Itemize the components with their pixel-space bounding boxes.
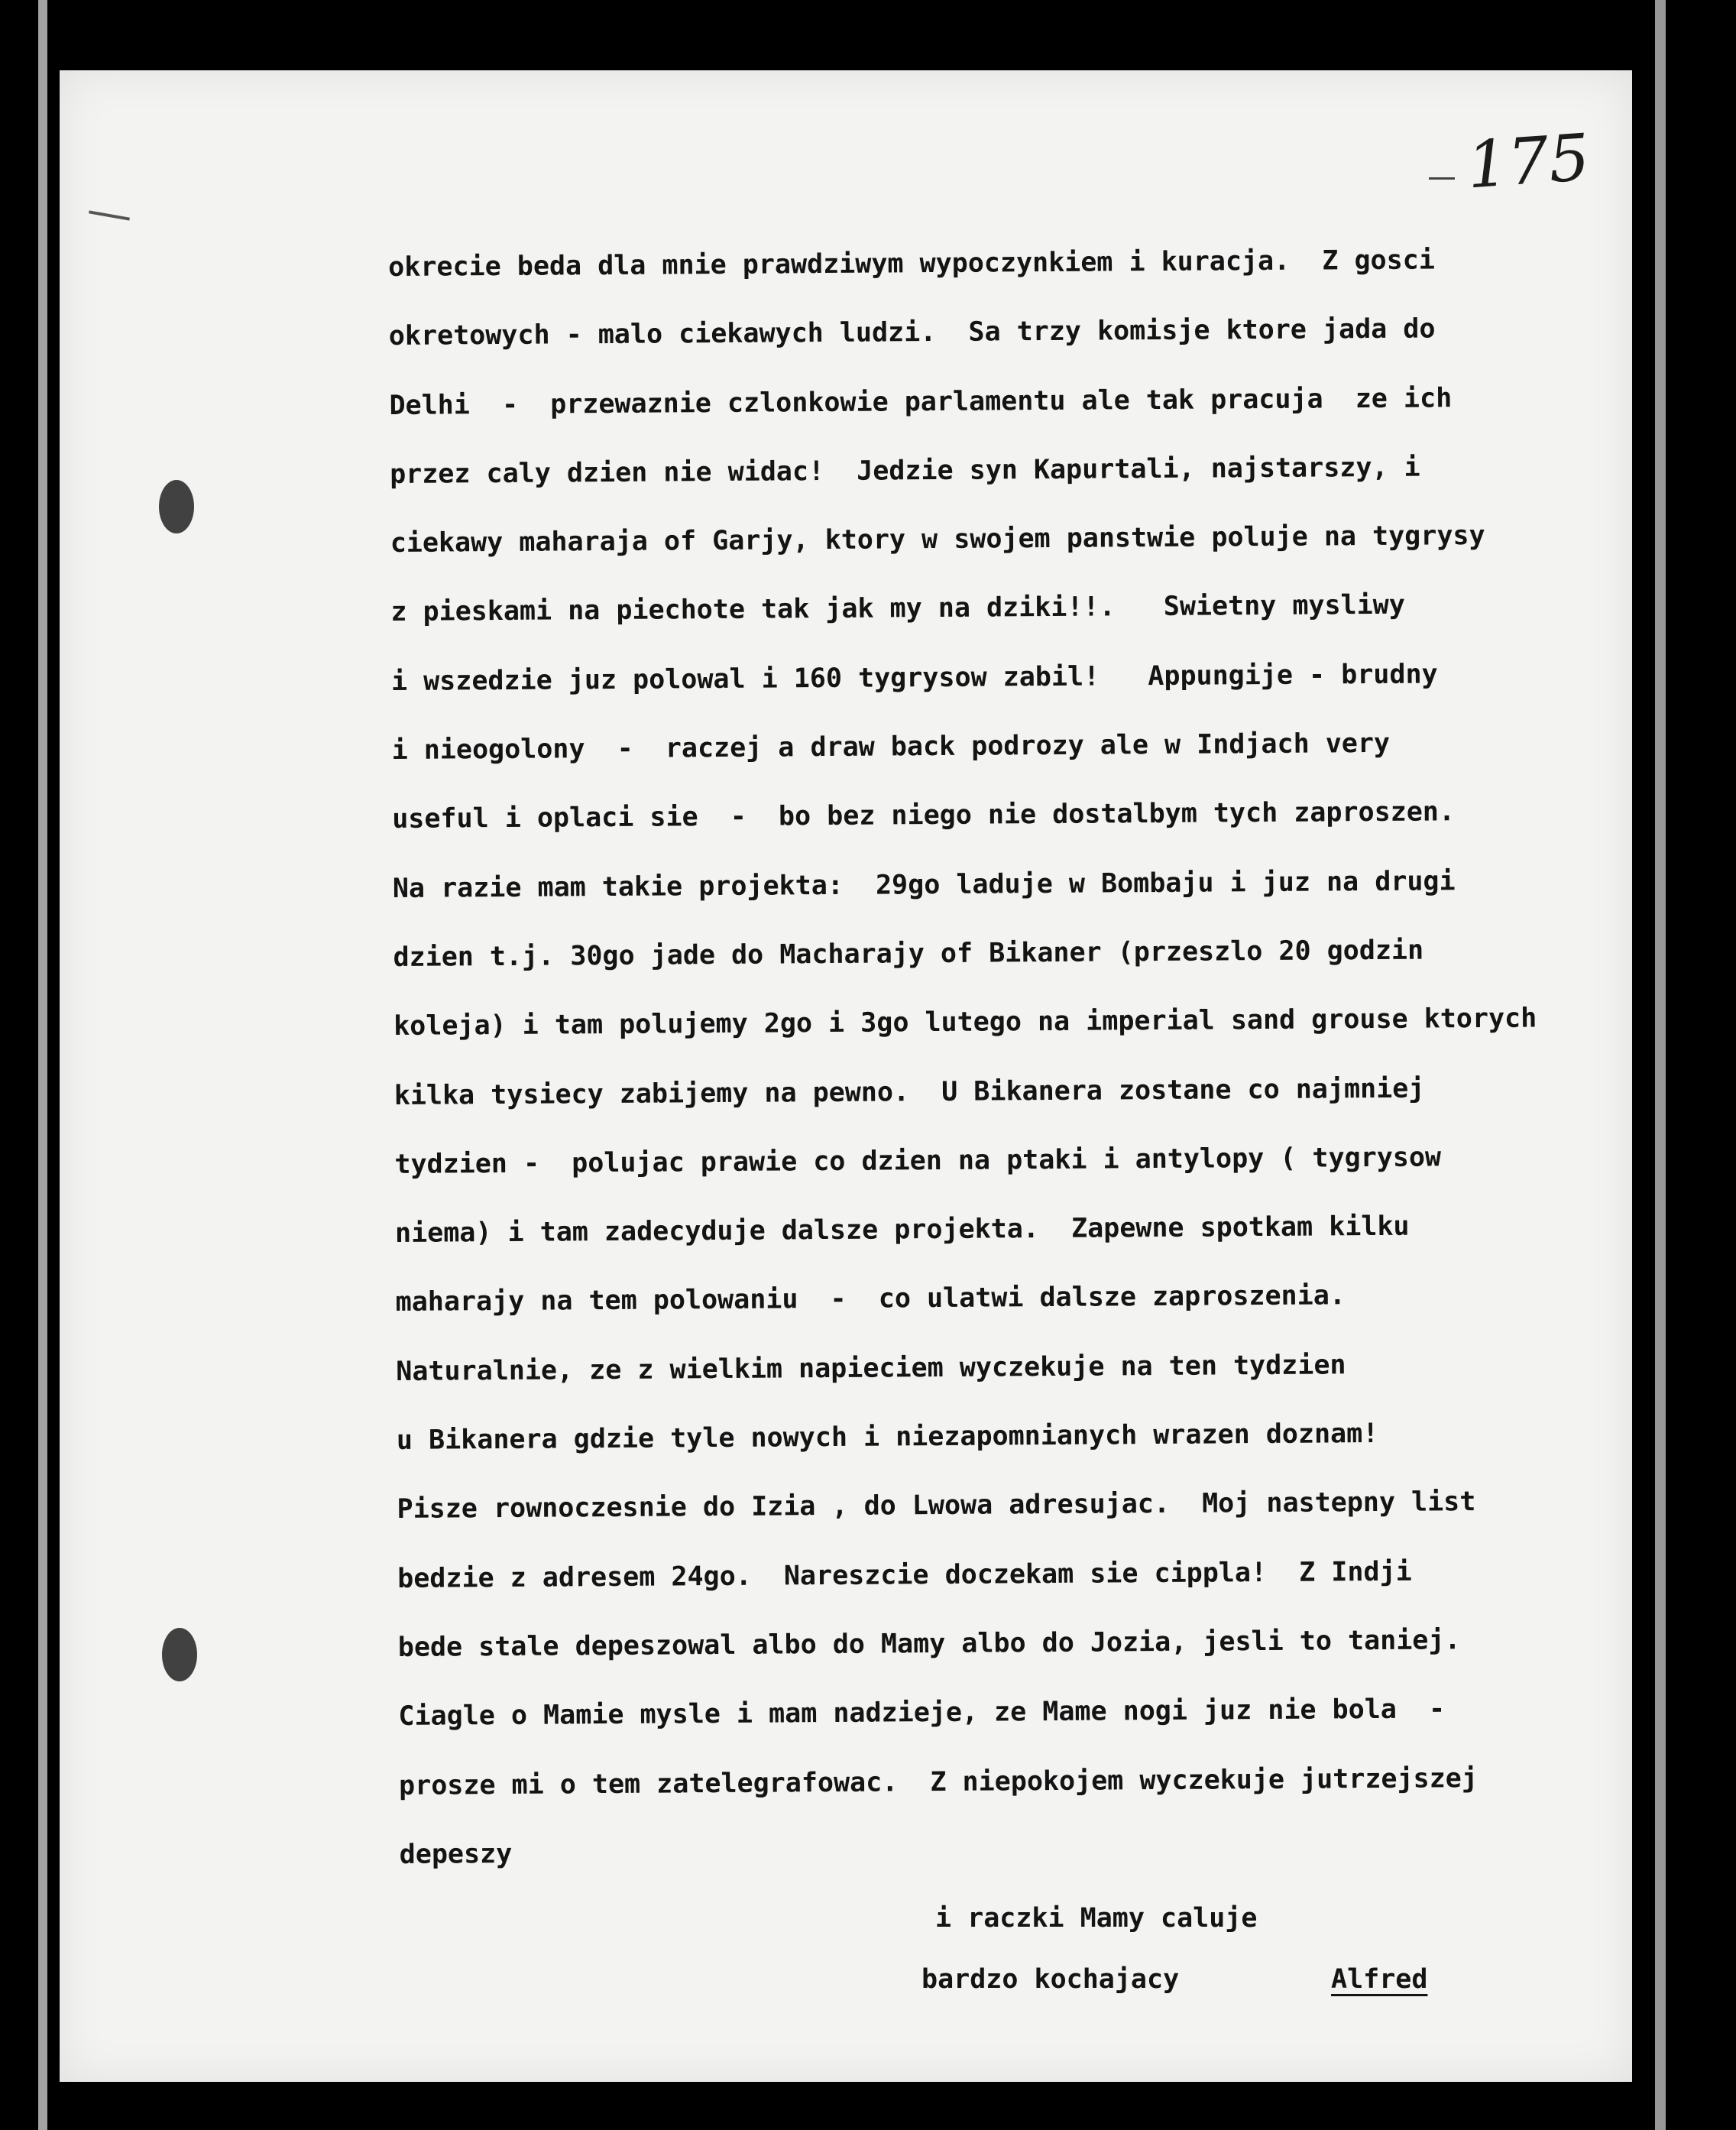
text-line: bede stale depeszowal albo do Mamy albo do Jozia, jesli to taniej. xyxy=(397,1625,1461,1663)
closing-line-2: bardzo kochajacy xyxy=(921,1964,1180,1995)
text-line: okretowych - malo ciekawych ludzi. Sa trzy komisje ktore jada do xyxy=(388,313,1436,352)
text-line: maharajy na tem polowaniu - co ulatwi dalsze zaproszenia. xyxy=(395,1280,1346,1318)
letter-body xyxy=(388,235,1543,1900)
text-line: bedzie z adresem 24go. Nareszcie doczekam sie cippla! Z Indji xyxy=(397,1556,1412,1594)
text-line: tydzien - polujac prawie co dzien na ptaki i antylopy ( tygrysow xyxy=(394,1142,1442,1180)
page-number-dash xyxy=(1429,177,1455,180)
closing-line-1: i raczki Mamy caluje xyxy=(935,1903,1258,1934)
punch-hole-top xyxy=(159,480,194,533)
text-line: Naturalnie, ze z wielkim napieciem wyczekuje na ten tydzien xyxy=(396,1350,1346,1387)
text-line: Delhi - przewaznie czlonkowie parlamentu ale tak pracuja ze ich xyxy=(389,382,1453,421)
film-edge-right xyxy=(1655,0,1666,2130)
text-line: z pieskami na piechote tak jak my na dziki!!. Swietny mysliwy xyxy=(390,590,1406,628)
text-line: okrecie beda dla mnie prawdziwym wypoczynkiem i kuracja. Z gosci xyxy=(388,245,1436,283)
text-line: Pisze rownoczesnie do Izia , do Lwowa adresujac. Moj nastepny list xyxy=(397,1486,1476,1525)
text-line: kilka tysiecy zabijemy na pewno. U Bikanera zostane co najmniej xyxy=(394,1073,1425,1111)
text-line: niema) i tam zadecyduje dalsze projekta. Zapewne spotkam kilku xyxy=(394,1211,1410,1250)
text-line: przez caly dzien nie widac! Jedzie syn Kapurtali, najstarszy, i xyxy=(389,452,1420,490)
text-line: i nieogolony - raczej a draw back podrozy ale w Indjach very xyxy=(391,728,1391,767)
text-line: koleja) i tam polujemy 2go i 3go lutego na imperial sand grouse ktorych xyxy=(394,1003,1537,1042)
text-line: prosze mi o tem zatelegrafowac. Z niepokojem wyczekuje jutrzejszej xyxy=(398,1762,1479,1801)
punch-hole-bottom xyxy=(162,1628,197,1681)
text-line: Na razie mam takie projekta: 29go laduje w Bombaju i juz na drugi xyxy=(392,865,1456,904)
film-edge-left xyxy=(38,0,47,2130)
page-number: 175 xyxy=(1464,119,1592,203)
text-line: ciekawy maharaja of Garjy, ktory w swojem panstwie poluje na tygrysy xyxy=(390,520,1485,559)
text-line: u Bikanera gdzie tyle nowych i niezapomnianych wrazen doznam! xyxy=(396,1418,1379,1457)
text-line: depeszy xyxy=(399,1838,513,1870)
text-line: useful i oplaci sie - bo bez niego nie dostalbym tych zaproszen. xyxy=(392,796,1456,835)
signature: Alfred xyxy=(1331,1964,1428,1995)
text-line: dzien t.j. 30go jade do Macharajy of Bikaner (przeszlo 20 godzin xyxy=(393,935,1424,973)
text-line: Ciagle o Mamie mysle i mam nadzieje, ze Mame nogi juz nie bola - xyxy=(398,1694,1446,1733)
text-line: i wszedzie juz polowal i 160 tygrysow zabil! Appungije - brudny xyxy=(390,659,1438,697)
